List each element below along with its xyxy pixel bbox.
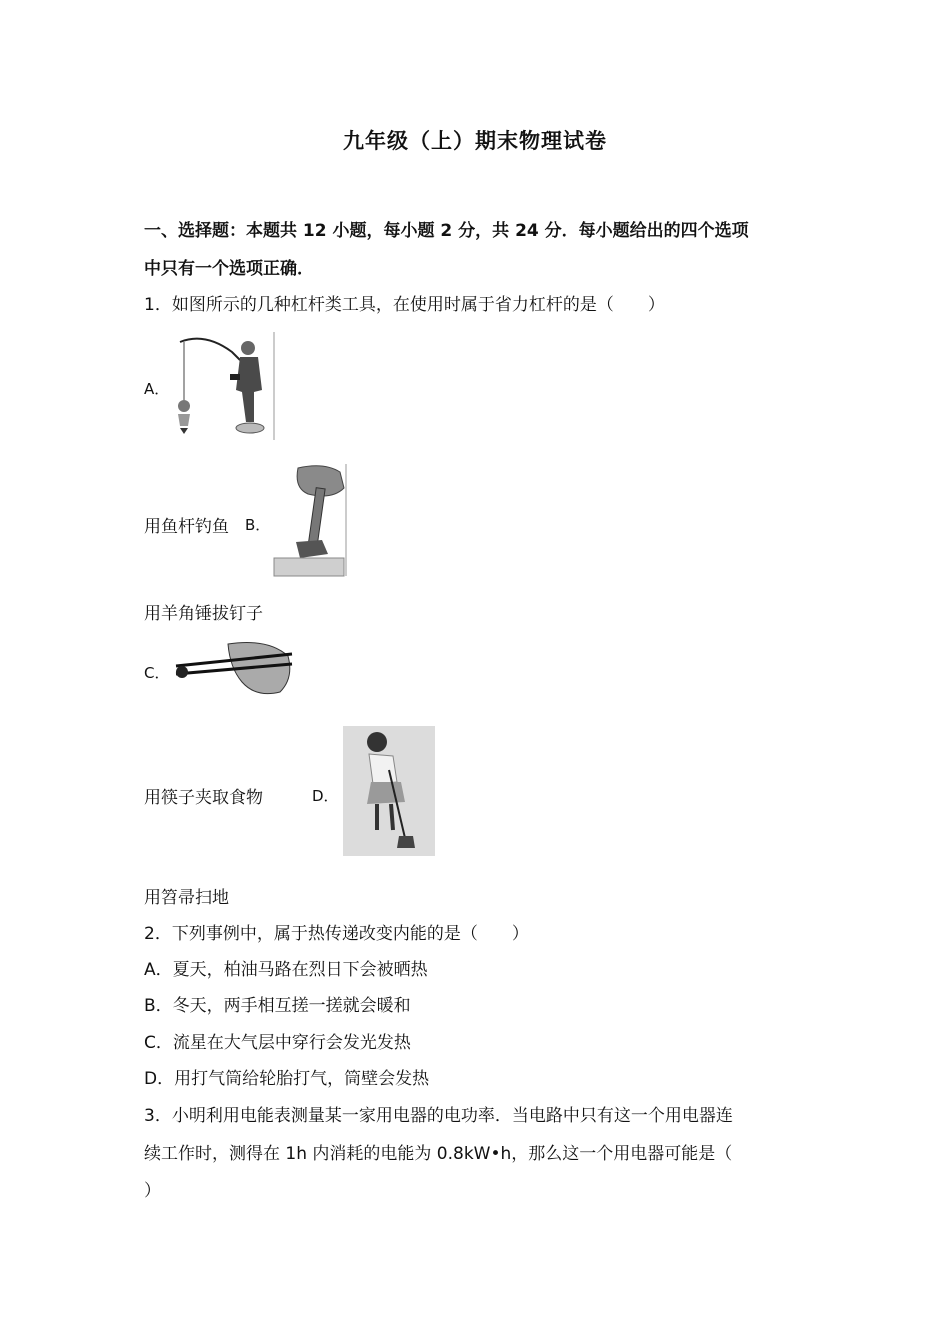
section-heading-line2: 中只有一个选项正确．	[144, 259, 314, 279]
q1-option-b-label: B．	[245, 516, 271, 534]
q1-option-c-label: C．	[144, 664, 170, 682]
q3-stem-line2: 续工作时，测得在 1h 内消耗的电能为 0.8kW•h，那么这一个用电器可能是（	[144, 1144, 733, 1164]
q3-stem-line1: 3．小明利用电能表测量某一家用电器的电功率．当电路中只有这一个用电器连	[144, 1106, 733, 1126]
q1-option-b-caption: 用羊角锤拔钉子	[144, 604, 263, 624]
chopsticks-image	[172, 638, 294, 698]
q2-option-a: A．夏天，柏油马路在烈日下会被晒热	[144, 960, 428, 980]
q2-option-c: C．流星在大气层中穿行会发光发热	[144, 1033, 411, 1053]
sweeping-girl-image	[343, 726, 435, 856]
q1-option-d-label: D．	[312, 787, 339, 805]
q1-option-c-caption: 用筷子夹取食物	[144, 788, 263, 808]
q3-stem-line3: ）	[144, 1181, 161, 1201]
section-heading-line1: 一、选择题：本题共 12 小题，每小题 2 分，共 24 分．每小题给出的四个选项	[144, 221, 749, 241]
q1-stem: 1．如图所示的几种杠杆类工具，在使用时属于省力杠杆的是（ ）	[144, 295, 665, 315]
q1-option-a-label: A．	[144, 380, 170, 398]
claw-hammer-image	[272, 462, 348, 578]
q2-option-b: B．冬天，两手相互搓一搓就会暖和	[144, 996, 411, 1016]
q1-option-a-caption: 用鱼杆钓鱼	[144, 517, 229, 537]
q2-option-d: D．用打气筒给轮胎打气，筒壁会发热	[144, 1069, 430, 1089]
q1-option-d-caption: 用笤帚扫地	[144, 888, 229, 908]
page-title: 九年级（上）期末物理试卷	[343, 129, 607, 153]
fishing-image	[170, 330, 278, 442]
q2-stem: 2．下列事例中，属于热传递改变内能的是（ ）	[144, 924, 529, 944]
